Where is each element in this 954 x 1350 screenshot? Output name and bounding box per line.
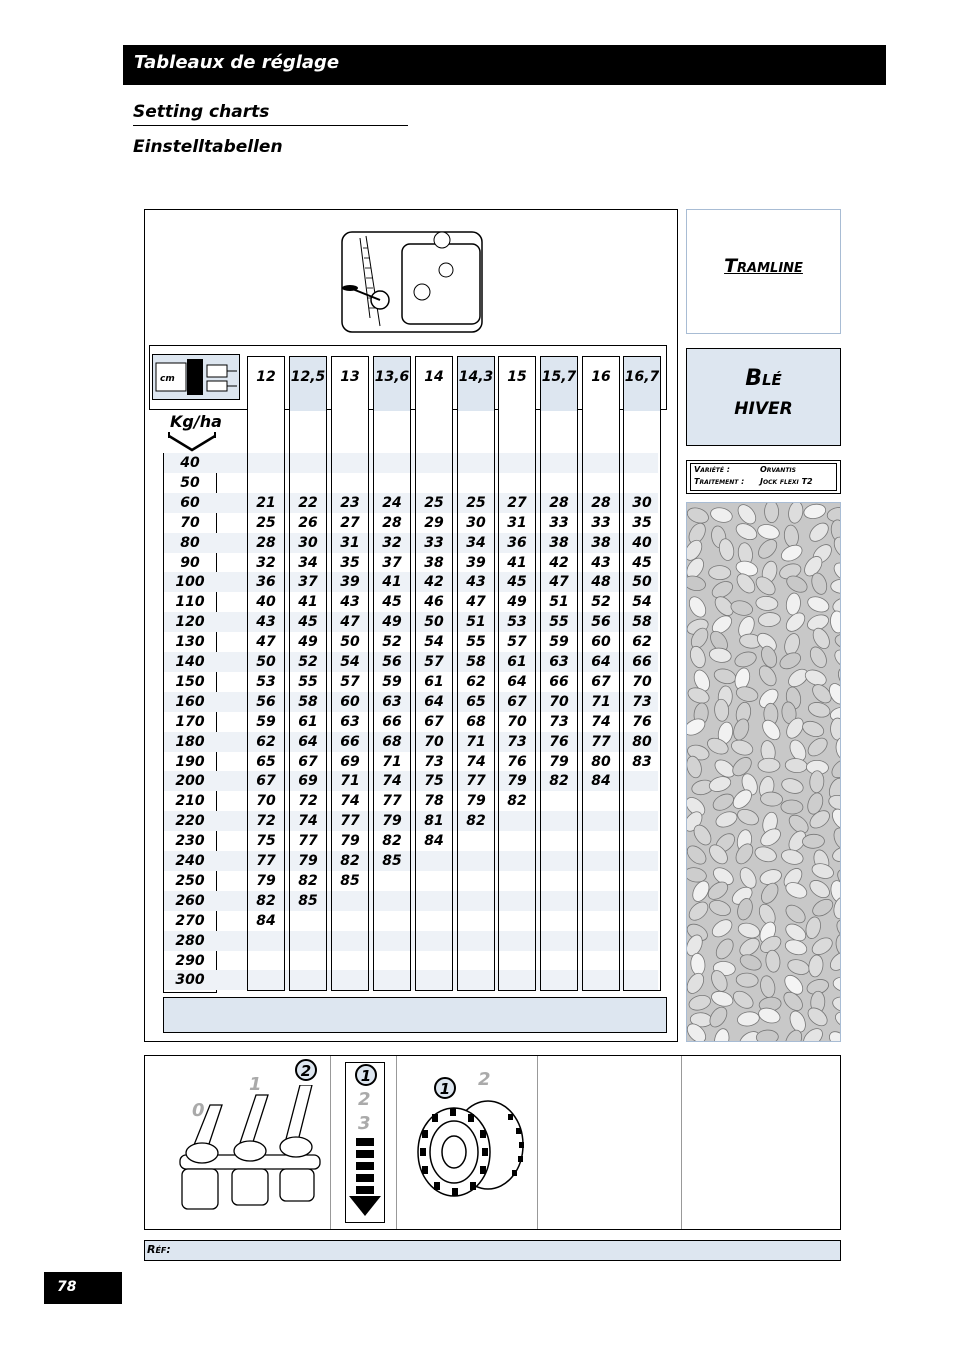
table-cell: 75	[256, 833, 276, 850]
table-cell: 32	[382, 534, 402, 551]
gearbox-position-3: 3	[358, 1113, 371, 1134]
table-cell: 30	[632, 494, 652, 511]
table-cell: 71	[466, 733, 486, 750]
wheel-position-selected: 1	[434, 1077, 456, 1099]
table-cell: 70	[632, 673, 652, 690]
table-cell: 38	[591, 534, 611, 551]
opening-column	[498, 356, 536, 991]
table-cell: 25	[256, 514, 276, 531]
table-cell: 55	[298, 673, 318, 690]
table-cell: 61	[298, 713, 318, 730]
opening-column	[289, 356, 327, 991]
table-cell: 58	[298, 693, 318, 710]
rate-label: 200	[175, 773, 205, 790]
table-cell: 29	[424, 514, 444, 531]
table-cell: 62	[466, 673, 486, 690]
table-cell: 72	[256, 813, 276, 830]
variety-value: Orvantis	[760, 465, 796, 474]
rate-label: 50	[180, 474, 200, 491]
table-cell: 71	[382, 753, 402, 770]
table-cell: 30	[298, 534, 318, 551]
table-cell: 73	[549, 713, 569, 730]
table-cell: 73	[632, 693, 652, 710]
tramline-label: Tramline	[724, 255, 803, 277]
table-cell: 45	[298, 614, 318, 631]
table-cell: 37	[298, 574, 318, 591]
rate-label: 300	[175, 972, 205, 989]
table-cell: 60	[340, 693, 360, 710]
rate-label: 220	[175, 813, 205, 830]
rate-label: 110	[175, 594, 205, 611]
table-cell: 36	[256, 574, 276, 591]
table-cell: 49	[507, 594, 527, 611]
column-header: 15	[499, 357, 535, 411]
table-cell: 74	[298, 813, 318, 830]
table-cell: 45	[382, 594, 402, 611]
column-header: 16,7	[624, 357, 660, 411]
table-cell: 45	[507, 574, 527, 591]
table-cell: 61	[424, 673, 444, 690]
table-cell: 52	[298, 654, 318, 670]
table-cell: 79	[466, 793, 486, 810]
table-cell: 77	[298, 833, 318, 850]
table-cell: 82	[340, 853, 360, 869]
rate-label: 90	[180, 554, 200, 571]
table-cell: 84	[591, 773, 611, 790]
column-header: 12	[248, 357, 284, 411]
table-cell: 79	[382, 813, 402, 830]
table-cell: 59	[549, 634, 569, 651]
divider	[537, 1056, 538, 1229]
table-cell: 77	[466, 773, 486, 790]
table-cell: 37	[382, 554, 402, 571]
table-cell: 76	[632, 713, 652, 730]
table-cell: 68	[382, 733, 402, 750]
table-cell: 62	[256, 733, 276, 750]
column-header: 12,5	[290, 357, 326, 411]
table-cell: 69	[340, 753, 360, 770]
table-cell: 59	[256, 713, 276, 730]
rate-label: 140	[175, 654, 205, 670]
table-cell: 82	[256, 892, 276, 909]
table-cell: 63	[549, 654, 569, 670]
table-cell: 63	[340, 713, 360, 730]
table-cell: 70	[507, 713, 527, 730]
table-cell: 69	[298, 773, 318, 790]
opening-column	[623, 356, 661, 991]
rate-label: 190	[175, 753, 205, 770]
crop-box	[686, 348, 841, 446]
cm-unit-label: cm	[160, 374, 175, 384]
table-cell: 85	[382, 853, 402, 869]
table-cell: 74	[466, 753, 486, 770]
table-cell: 28	[256, 534, 276, 551]
subtitle-underline	[133, 125, 408, 126]
table-cell: 65	[466, 693, 486, 710]
table-cell: 30	[466, 514, 486, 531]
table-cell: 56	[256, 693, 276, 710]
table-cell: 31	[340, 534, 360, 551]
opening-width-icon-box	[152, 354, 240, 400]
table-cell: 25	[424, 494, 444, 511]
table-cell: 38	[424, 554, 444, 571]
arrow-down-icon	[347, 1138, 383, 1220]
opening-column	[457, 356, 495, 991]
lever-position-0: 0	[192, 1100, 205, 1121]
table-cell: 77	[256, 853, 276, 869]
table-cell: 85	[340, 872, 360, 889]
lever-position-1: 1	[249, 1074, 262, 1095]
rate-label: 240	[175, 853, 205, 869]
table-cell: 48	[591, 574, 611, 591]
table-cell: 41	[298, 594, 318, 611]
table-cell: 74	[382, 773, 402, 790]
table-cell: 53	[256, 673, 276, 690]
table-cell: 59	[382, 673, 402, 690]
rate-label: 170	[175, 713, 205, 730]
table-cell: 77	[340, 813, 360, 830]
table-cell: 40	[632, 534, 652, 551]
table-cell: 70	[549, 693, 569, 710]
table-cell: 82	[382, 833, 402, 850]
season-label: HIVER	[734, 399, 793, 419]
table-cell: 31	[507, 514, 527, 531]
rate-label: 120	[175, 614, 205, 631]
table-cell: 42	[549, 554, 569, 571]
column-header: 14,3	[458, 357, 494, 411]
table-cell: 57	[507, 634, 527, 651]
table-cell: 27	[507, 494, 527, 511]
table-cell: 76	[549, 733, 569, 750]
table-cell: 84	[424, 833, 444, 850]
table-cell: 55	[466, 634, 486, 651]
column-header: 13	[332, 357, 368, 411]
rate-label: 130	[175, 634, 205, 651]
subtitle-german: Einstelltabellen	[133, 137, 283, 157]
page-number-box	[44, 1272, 122, 1304]
table-cell: 28	[382, 514, 402, 531]
table-cell: 82	[298, 872, 318, 889]
table-cell: 80	[632, 733, 652, 750]
treatment-value: Jock flexi T2	[760, 477, 813, 486]
table-cell: 47	[256, 634, 276, 651]
table-cell: 38	[549, 534, 569, 551]
table-cell: 68	[466, 713, 486, 730]
column-header: 16	[583, 357, 619, 411]
table-cell: 22	[298, 494, 318, 511]
treatment-label: Traitement :	[694, 477, 745, 486]
table-cell: 72	[298, 793, 318, 810]
rate-label: 280	[175, 932, 205, 949]
table-cell: 85	[298, 892, 318, 909]
table-cell: 67	[507, 693, 527, 710]
rate-label: 160	[175, 693, 205, 710]
rate-label: 150	[175, 673, 205, 690]
wheel-position-2: 2	[478, 1069, 491, 1090]
page-number: 78	[57, 1279, 77, 1295]
table-cell: 34	[298, 554, 318, 571]
kg-per-ha-label: Kg/ha	[170, 412, 222, 431]
table-cell: 56	[591, 614, 611, 631]
column-header: 13,6	[374, 357, 410, 411]
table-cell: 50	[340, 634, 360, 651]
table-cell: 21	[256, 494, 276, 511]
table-cell: 66	[632, 654, 652, 670]
table-cell: 28	[591, 494, 611, 511]
table-cell: 32	[256, 554, 276, 571]
opening-column	[582, 356, 620, 991]
table-cell: 47	[549, 574, 569, 591]
table-cell: 64	[591, 654, 611, 670]
table-cell: 47	[466, 594, 486, 611]
rate-label: 40	[180, 455, 200, 471]
table-cell: 64	[424, 693, 444, 710]
opening-column	[415, 356, 453, 991]
opening-column	[540, 356, 578, 991]
rate-label: 230	[175, 833, 205, 850]
table-cell: 79	[256, 872, 276, 889]
table-cell: 79	[507, 773, 527, 790]
table-cell: 34	[466, 534, 486, 551]
table-cell: 64	[298, 733, 318, 750]
table-cell: 33	[549, 514, 569, 531]
table-cell: 51	[466, 614, 486, 631]
table-cell: 58	[632, 614, 652, 631]
table-cell: 81	[424, 813, 444, 830]
table-cell: 41	[507, 554, 527, 571]
table-cell: 66	[549, 673, 569, 690]
arrow-down-icon	[165, 432, 220, 454]
table-cell: 40	[256, 594, 276, 611]
table-cell: 71	[591, 693, 611, 710]
table-cell: 77	[591, 733, 611, 750]
table-cell: 76	[507, 753, 527, 770]
table-cell: 42	[424, 574, 444, 591]
table-cell: 71	[340, 773, 360, 790]
table-cell: 62	[632, 634, 652, 651]
table-cell: 74	[340, 793, 360, 810]
table-cell: 82	[507, 793, 527, 810]
page-title: Tableaux de réglage	[134, 52, 340, 73]
rate-label: 250	[175, 872, 205, 889]
table-cell: 49	[298, 634, 318, 651]
table-cell: 53	[507, 614, 527, 631]
table-cell: 49	[382, 614, 402, 631]
table-cell: 46	[424, 594, 444, 611]
table-cell: 43	[256, 614, 276, 631]
table-cell: 24	[382, 494, 402, 511]
rate-label: 270	[175, 912, 205, 929]
table-cell: 64	[507, 673, 527, 690]
table-cell: 52	[591, 594, 611, 611]
table-cell: 79	[340, 833, 360, 850]
table-cell: 50	[632, 574, 652, 591]
reference-label: Réf:	[147, 1243, 171, 1256]
table-cell: 79	[298, 853, 318, 869]
reference-field	[144, 1240, 841, 1261]
table-cell: 80	[591, 753, 611, 770]
opening-column	[373, 356, 411, 991]
table-cell: 51	[549, 594, 569, 611]
rate-label: 180	[175, 733, 205, 750]
rate-label: 60	[180, 494, 200, 511]
metering-opening-icon	[153, 355, 239, 399]
divider	[681, 1056, 682, 1229]
divider	[330, 1056, 331, 1229]
column-header: 15,7	[541, 357, 577, 411]
crop-label: Blé	[745, 366, 782, 391]
rate-label: 70	[180, 514, 200, 531]
variety-label: Variété :	[694, 465, 730, 474]
table-cell: 83	[632, 753, 652, 770]
seed-metering-device-illustration	[330, 218, 490, 340]
table-cell: 54	[340, 654, 360, 670]
table-cell: 66	[340, 733, 360, 750]
opening-column	[331, 356, 369, 991]
table-cell: 57	[340, 673, 360, 690]
table-cell: 33	[591, 514, 611, 531]
table-footer-bar	[163, 997, 667, 1033]
table-cell: 84	[256, 912, 276, 929]
table-cell: 35	[632, 514, 652, 531]
gearbox-position-2: 2	[358, 1089, 371, 1110]
table-cell: 70	[424, 733, 444, 750]
table-cell: 43	[466, 574, 486, 591]
table-cell: 26	[298, 514, 318, 531]
table-cell: 54	[632, 594, 652, 611]
rate-label: 290	[175, 952, 205, 969]
table-cell: 25	[466, 494, 486, 511]
table-cell: 50	[256, 654, 276, 670]
rate-label: 100	[175, 574, 205, 591]
table-cell: 67	[424, 713, 444, 730]
opening-column	[247, 356, 285, 991]
lever-position-selected: 2	[295, 1059, 317, 1081]
table-cell: 58	[466, 654, 486, 670]
table-cell: 65	[256, 753, 276, 770]
table-cell: 28	[549, 494, 569, 511]
table-cell: 82	[466, 813, 486, 830]
table-cell: 57	[424, 654, 444, 670]
divider	[396, 1056, 397, 1229]
table-cell: 56	[382, 654, 402, 670]
table-cell: 35	[340, 554, 360, 571]
subtitle-english: Setting charts	[133, 102, 270, 122]
table-cell: 78	[424, 793, 444, 810]
table-cell: 52	[382, 634, 402, 651]
wheat-grain-photo	[686, 502, 841, 1042]
table-cell: 73	[507, 733, 527, 750]
table-cell: 43	[340, 594, 360, 611]
table-cell: 61	[507, 654, 527, 670]
table-cell: 60	[591, 634, 611, 651]
table-cell: 70	[256, 793, 276, 810]
table-cell: 36	[507, 534, 527, 551]
table-cell: 73	[424, 753, 444, 770]
table-cell: 54	[424, 634, 444, 651]
table-cell: 79	[549, 753, 569, 770]
table-cell: 23	[340, 494, 360, 511]
table-cell: 77	[382, 793, 402, 810]
table-cell: 39	[466, 554, 486, 571]
lever-illustration	[160, 1085, 325, 1225]
table-cell: 55	[549, 614, 569, 631]
table-cell: 50	[424, 614, 444, 631]
sprocket-wheel-illustration	[408, 1100, 532, 1200]
table-cell: 45	[632, 554, 652, 571]
table-cell: 33	[424, 534, 444, 551]
gearbox-position-selected: 1	[355, 1064, 377, 1086]
table-cell: 74	[591, 713, 611, 730]
rate-label: 80	[180, 534, 200, 551]
table-cell: 63	[382, 693, 402, 710]
table-cell: 43	[591, 554, 611, 571]
table-cell: 47	[340, 614, 360, 631]
table-cell: 67	[298, 753, 318, 770]
table-cell: 82	[549, 773, 569, 790]
table-cell: 67	[591, 673, 611, 690]
table-cell: 41	[382, 574, 402, 591]
rate-label: 260	[175, 892, 205, 909]
table-cell: 66	[382, 713, 402, 730]
table-cell: 39	[340, 574, 360, 591]
table-cell: 75	[424, 773, 444, 790]
wheat-grain-texture	[687, 503, 841, 1042]
table-cell: 27	[340, 514, 360, 531]
column-header: 14	[416, 357, 452, 411]
table-cell: 67	[256, 773, 276, 790]
rate-label: 210	[175, 793, 205, 810]
